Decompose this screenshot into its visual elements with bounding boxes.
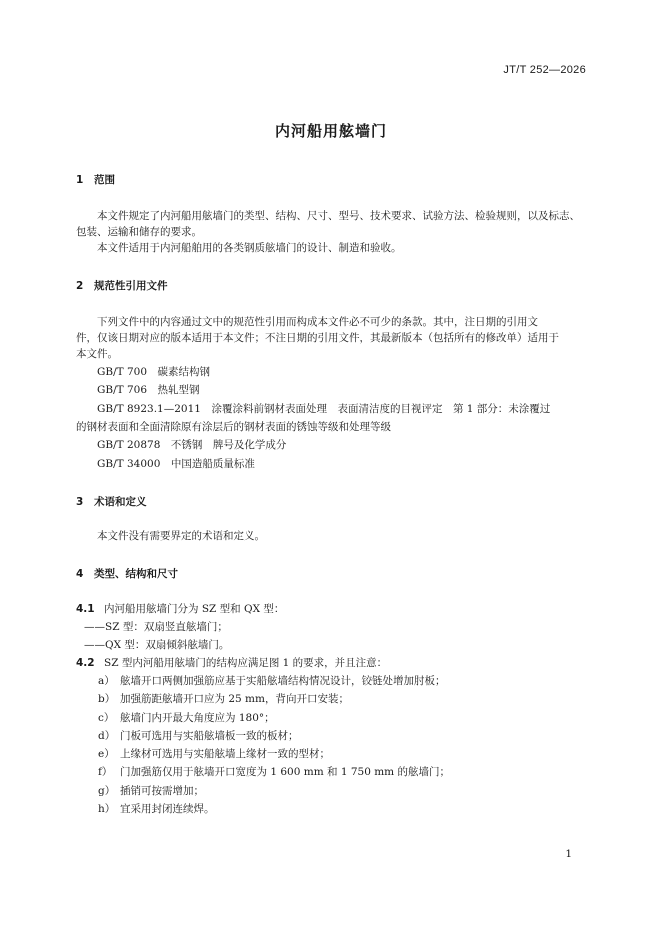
reference-item: GB/T 34000 中国造船质量标准: [97, 458, 255, 470]
section-title: 术语和定义: [94, 496, 147, 508]
list-text: 上缘材可选用与实船舷墙上缘材一致的型材；: [120, 748, 330, 760]
paragraph-line: 下列文件中的内容通过文中的规范性引用而构成本文件必不可少的条款。其中，注日期的引用文: [97, 316, 538, 328]
section-1-heading: [76, 172, 115, 187]
section-number: 2: [76, 280, 84, 292]
clause-number: 4.2: [76, 657, 95, 669]
list-text: 门加强筋仅用于舷墙开口宽度为 1 600 mm 和 1 750 mm 的舷墙门；: [120, 766, 450, 778]
section-number: 1: [76, 174, 84, 186]
paragraph-line: 本文件适用于内河船舶用的各类钢质舷墙门的设计、制造和验收。: [97, 242, 402, 254]
clause-4-1: [76, 601, 284, 617]
paragraph-line: 本文件规定了内河船用舷墙门的类型、结构、尺寸、型号、技术要求、试验方法、检验规则，以及标志、: [97, 210, 580, 222]
section-number: 3: [76, 496, 84, 508]
type-item: ——QX 型：双扇倾斜舷墙门。: [84, 639, 230, 651]
clause-4-2: [76, 655, 387, 671]
list-text: 舷墙门内开最大角度应为 180°；: [120, 712, 275, 724]
reference-item: GB/T 706 热轧型钢: [97, 384, 200, 396]
clause-number: 4.1: [76, 603, 95, 615]
reference-item: GB/T 700 碳素结构钢: [97, 366, 211, 378]
reference-item: GB/T 20878 不锈钢 牌号及化学成分: [97, 439, 287, 451]
list-item: [98, 746, 330, 762]
list-item: [98, 764, 450, 780]
list-label: f）: [98, 766, 113, 778]
paragraph-line: 本文件。: [76, 348, 118, 360]
list-item: [98, 710, 275, 726]
standard-code: JT/T 252—2026: [503, 64, 586, 76]
clause-text: 内河船用舷墙门分为 SZ 型和 QX 型：: [104, 603, 285, 615]
list-item: [98, 728, 299, 744]
list-label: d）: [98, 730, 116, 742]
paragraph-line: 包装、运输和储存的要求。: [76, 226, 202, 238]
list-item: [98, 783, 204, 799]
reference-item-continued: 的钢材表面和全面清除原有涂层后的钢材表面的锈蚀等级和处理等级: [76, 421, 391, 433]
list-item: [98, 673, 446, 689]
page-number: 1: [565, 848, 572, 860]
list-text: 插销可按需增加；: [120, 785, 204, 797]
section-title: 类型、结构和尺寸: [94, 568, 178, 580]
section-number: 4: [76, 568, 84, 580]
paragraph-line: 本文件没有需要界定的术语和定义。: [97, 530, 265, 542]
reference-item: GB/T 8923.1—2011 涂覆涂料前钢材表面处理 表面清洁度的目视评定 第 1 部分：未涂覆过: [97, 403, 551, 415]
clause-text: SZ 型内河船用舷墙门的结构应满足图 1 的要求，并且注意：: [104, 657, 388, 669]
paragraph-line: 件，仅该日期对应的版本适用于本文件；不注日期的引用文件，其最新版本（包括所有的修改单）适用于: [76, 332, 559, 344]
list-label: g）: [98, 785, 116, 797]
list-text: 加强筋距舷墙开口应为 25 mm，背向开口安装；: [120, 693, 349, 705]
list-item: [98, 691, 349, 707]
list-text: 舷墙开口两侧加强筋应基于实船舷墙结构情况设计，铰链处增加肘板；: [120, 675, 446, 687]
section-title: 范围: [94, 174, 115, 186]
list-label: h）: [98, 803, 116, 815]
list-text: 门板可选用与实船舷墙板一致的板材；: [120, 730, 299, 742]
list-label: a）: [98, 675, 115, 687]
list-label: c）: [98, 712, 115, 724]
list-item: [98, 801, 215, 817]
list-text: 宜采用封闭连续焊。: [120, 803, 215, 815]
section-3-heading: [76, 494, 147, 509]
type-item: ——SZ 型：双扇竖直舷墙门；: [84, 621, 228, 633]
document-title: 内河船用舷墙门: [274, 122, 387, 140]
section-2-heading: [76, 278, 168, 293]
list-label: e）: [98, 748, 115, 760]
section-title: 规范性引用文件: [94, 280, 168, 292]
list-label: b）: [98, 693, 116, 705]
section-4-heading: [76, 566, 178, 581]
